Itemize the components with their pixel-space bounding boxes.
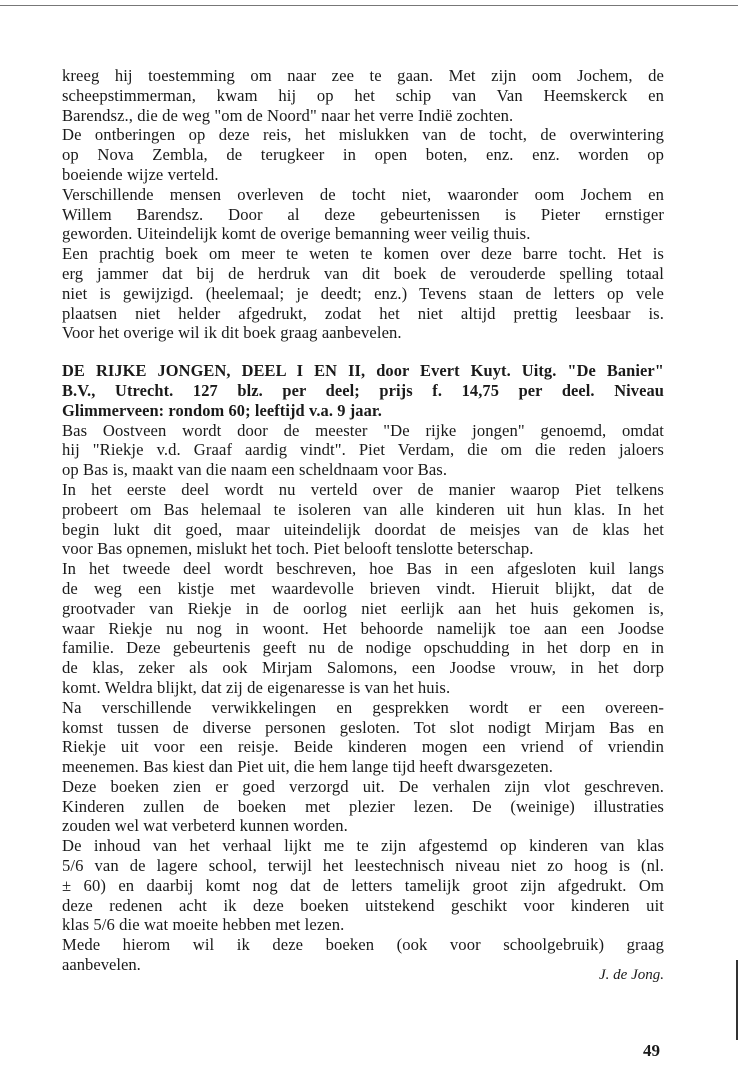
text-line: Barendsz., die de weg "om de Noord" naar het verre Indië zochten.	[62, 105, 514, 125]
text-column	[62, 66, 664, 984]
text-line: erg jammer dat bij de herdruk van dit boek de verouderde spelling totaal	[62, 263, 664, 283]
heading-line: DE RIJKE JONGEN, DEEL I EN II, door Evert Kuyt. Uitg. "De Banier"	[62, 361, 664, 381]
text-line: Kinderen zullen de boeken met plezier lezen. De (weinige) illustraties	[62, 796, 664, 816]
review-2-heading	[62, 361, 664, 420]
text-line: Bas Oostveen wordt door de meester "De rijke jongen" genoemd, omdat	[62, 420, 664, 440]
text-line: meenemen. Bas kiest dan Piet uit, die hem lange tijd heeft dwarsgezeten.	[62, 757, 554, 777]
text-line: Riekje uit voor een reisje. Beide kinderen mogen een vriend of vriendin	[62, 737, 664, 757]
text-line: kreeg hij toestemming om naar zee te gaan. Met zijn oom Jochem, de	[62, 66, 664, 85]
text-line: familie. Deze gebeurtenis geeft nu de nodige opschudding in het dorp en in	[62, 638, 664, 658]
text-line: Voor het overige wil ik dit boek graag aanbevelen.	[62, 323, 402, 343]
text-line: probeert om Bas helemaal te isoleren van alle kinderen uit hun klas. In het	[62, 499, 664, 519]
text-line: geworden. Uiteindelijk komt de overige bemanning weer veilig thuis.	[62, 224, 531, 244]
top-rule	[0, 5, 738, 6]
text-line: hij "Riekje v.d. Graaf aardig vindt". Piet Verdam, die om die reden jaloers	[62, 440, 664, 460]
text-line: grootvader van Riekje in de oorlog niet eerlijk aan het huis gekomen is,	[62, 598, 664, 618]
reviewer-signature: J. de Jong.	[599, 967, 664, 984]
text-line: De ontberingen op deze reis, het mislukken van de tocht, de overwintering	[62, 125, 664, 145]
text-line: In het tweede deel wordt beschreven, hoe Bas in een afgesloten kuil langs	[62, 559, 664, 579]
page-number: 49	[643, 1041, 660, 1060]
text-line: deze redenen acht ik deze boeken uitstekend geschikt voor kinderen uit	[62, 895, 664, 915]
text-line: waar Riekje nu nog in woont. Het behoorde namelijk toe aan een Joodse	[62, 618, 664, 638]
heading-line: B.V., Utrecht. 127 blz. per deel; prijs f. 14,75 per deel. Niveau	[62, 380, 664, 400]
text-line: Willem Barendsz. Door al deze gebeurtenissen is Pieter ernstiger	[62, 204, 664, 224]
text-line: In het eerste deel wordt nu verteld over de manier waarop Piet telkens	[62, 479, 664, 499]
closing-line	[62, 955, 664, 984]
text-line: Mede hierom wil ik deze boeken (ook voor schoolgebruik) graag	[62, 935, 664, 955]
text-line: de weg een kistje met waardevolle brieven vindt. Hieruit blijkt, dat de	[62, 578, 664, 598]
text-line: voor Bas opnemen, mislukt het toch. Piet belooft tenslotte beterschap.	[62, 539, 534, 559]
review-1-body	[62, 66, 664, 343]
text-line: plaatsen niet helder afgedrukt, zodat het niet altijd prettig leesbaar is.	[62, 303, 664, 323]
text-line: Een prachtig boek om meer te weten te komen over deze barre tocht. Het is	[62, 244, 664, 264]
text-line: Deze boeken zien er goed verzorgd uit. De verhalen zijn vlot geschreven.	[62, 776, 664, 796]
text-line: Na verschillende verwikkelingen en gesprekken wordt er een overeen-	[62, 697, 664, 717]
text-line: de klas, zeker als ook Mirjam Salomons, een Joodse vrouw, in het dorp	[62, 658, 664, 678]
text-line: Verschillende mensen overleven de tocht niet, waaronder oom Jochem en	[62, 184, 664, 204]
heading-line: Glimmerveen: rondom 60; leeftijd v.a. 9 jaar.	[62, 400, 382, 420]
text-line: op Bas is, maakt van die naam een scheldnaam voor Bas.	[62, 460, 448, 480]
text-line: op Nova Zembla, de terugkeer in open boten, enz. enz. worden op	[62, 145, 664, 165]
text-line: zouden wel wat verbeterd kunnen worden.	[62, 816, 348, 836]
section-gap	[62, 343, 664, 361]
text-line: niet is gewijzigd. (heelemaal; je deedt; enz.) Tevens staan de letters op vele	[62, 283, 664, 303]
text-line: komst tussen de diverse personen gesloten. Tot slot nodigt Mirjam Bas en	[62, 717, 664, 737]
final-text-line: aanbevelen.	[62, 955, 141, 975]
text-line: klas 5/6 die wat moeite hebben met lezen.	[62, 915, 345, 935]
text-line: boeiende wijze verteld.	[62, 164, 219, 184]
text-line: De inhoud van het verhaal lijkt me te zijn afgestemd op kinderen van klas	[62, 836, 664, 856]
text-line: begin lukt dit goed, maar uiteindelijk doordat de meisjes van de klas het	[62, 519, 664, 539]
review-2-body	[62, 420, 664, 984]
text-line: komt. Weldra blijkt, dat zij de eigenaresse is van het huis.	[62, 677, 451, 697]
text-line: 5/6 van de lagere school, terwijl het leestechnisch niveau niet zo hoog is (nl.	[62, 856, 664, 876]
text-line: ± 60) en daarbij komt nog dat de letters tamelijk groot zijn afgedrukt. Om	[62, 875, 664, 895]
text-line: scheepstimmerman, kwam hij op het schip van Van Heemskerck en	[62, 85, 664, 105]
